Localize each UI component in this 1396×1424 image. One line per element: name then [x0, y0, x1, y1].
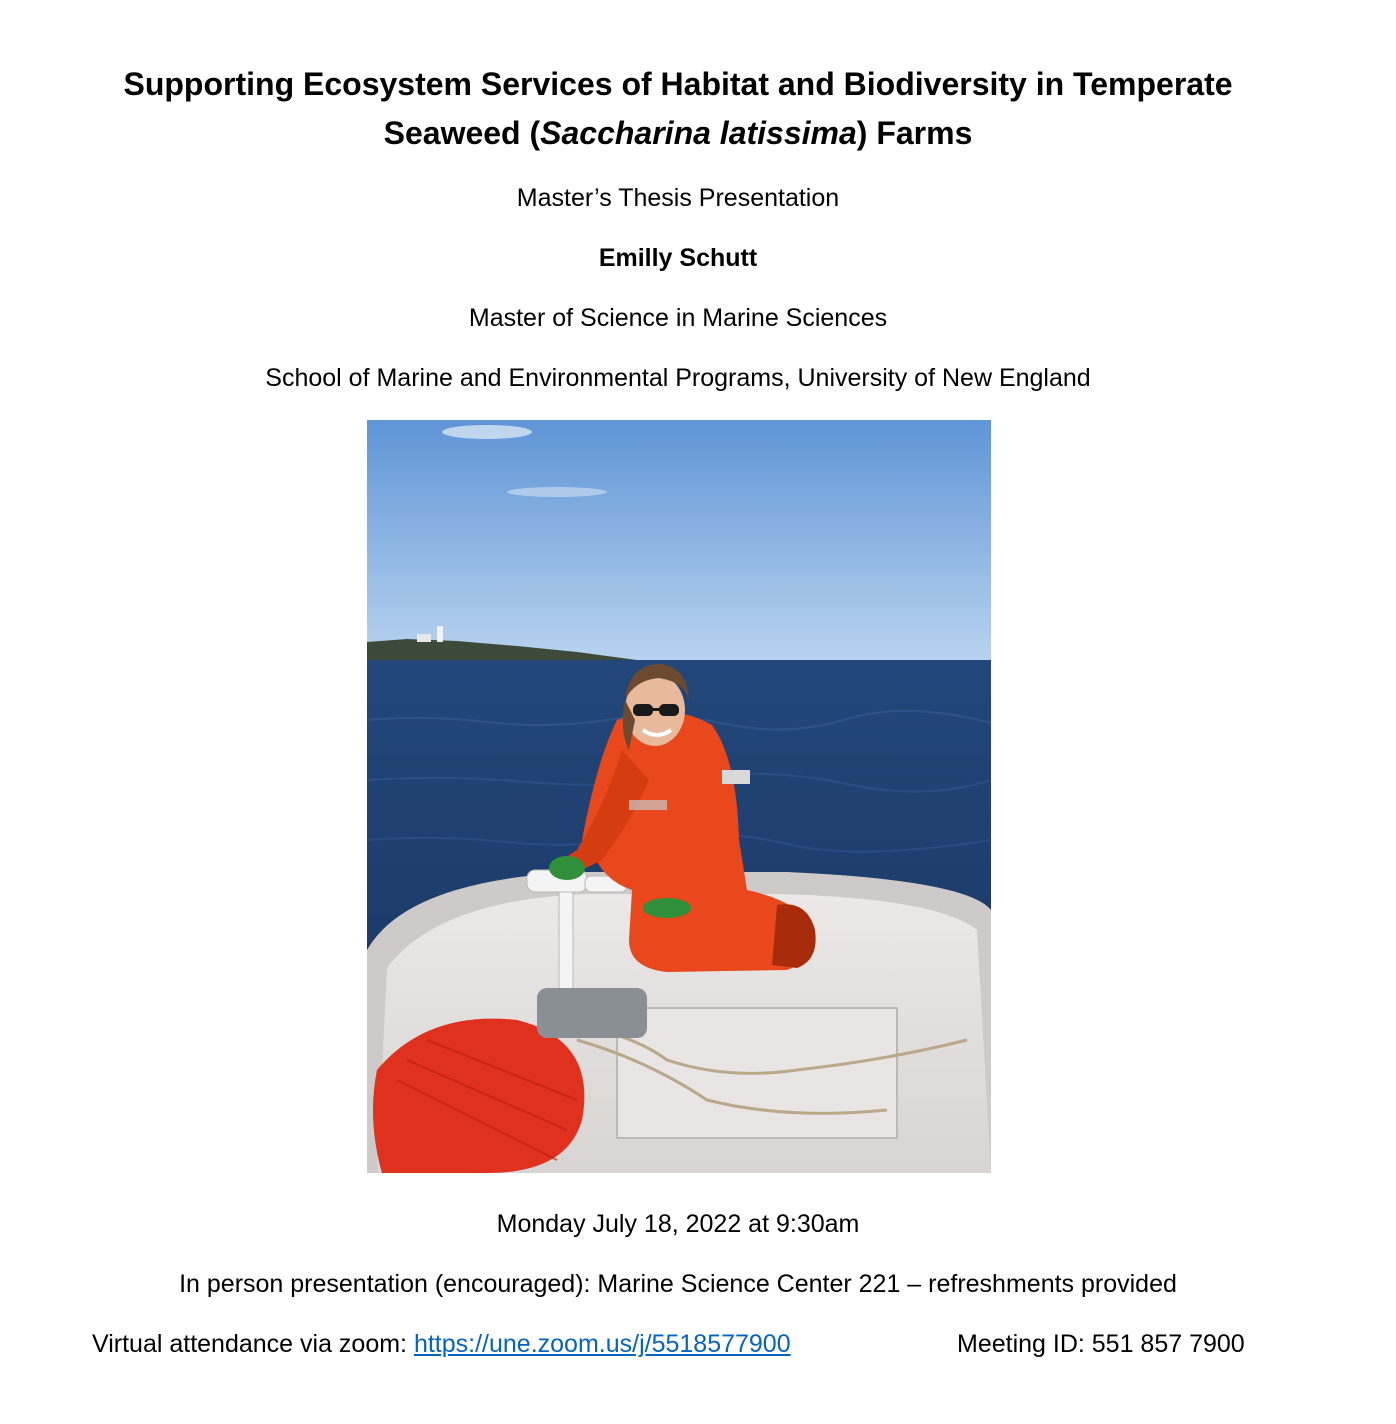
in-person-info: In person presentation (encouraged): Marine Science Center 221 – refreshments provided: [179, 1270, 1177, 1298]
subtitle: Master’s Thesis Presentation: [516, 184, 840, 212]
presenter-name: Emilly Schutt: [598, 244, 758, 272]
event-datetime: Monday July 18, 2022 at 9:30am: [496, 1210, 860, 1238]
title-line-2: [0, 109, 1356, 158]
title-line-2-end: ) Farms: [856, 115, 973, 151]
degree: Master of Science in Marine Sciences: [468, 304, 888, 332]
meeting-id: Meeting ID: 551 857 7900: [957, 1330, 1245, 1358]
title-line-2-start: Seaweed (: [383, 115, 541, 151]
poster-title: [0, 60, 1356, 158]
presenter-photo: [367, 420, 991, 1173]
virtual-attendance: [92, 1328, 791, 1360]
virtual-label: Virtual attendance via zoom:: [92, 1330, 414, 1358]
species-name: Saccharina latissima: [540, 115, 857, 151]
title-line-1: Supporting Ecosystem Services of Habitat and Biodiversity in Temperate: [123, 66, 1233, 102]
zoom-link[interactable]: https://une.zoom.us/j/5518577900: [413, 1330, 791, 1358]
school: School of Marine and Environmental Programs, University of New England: [265, 364, 1091, 392]
